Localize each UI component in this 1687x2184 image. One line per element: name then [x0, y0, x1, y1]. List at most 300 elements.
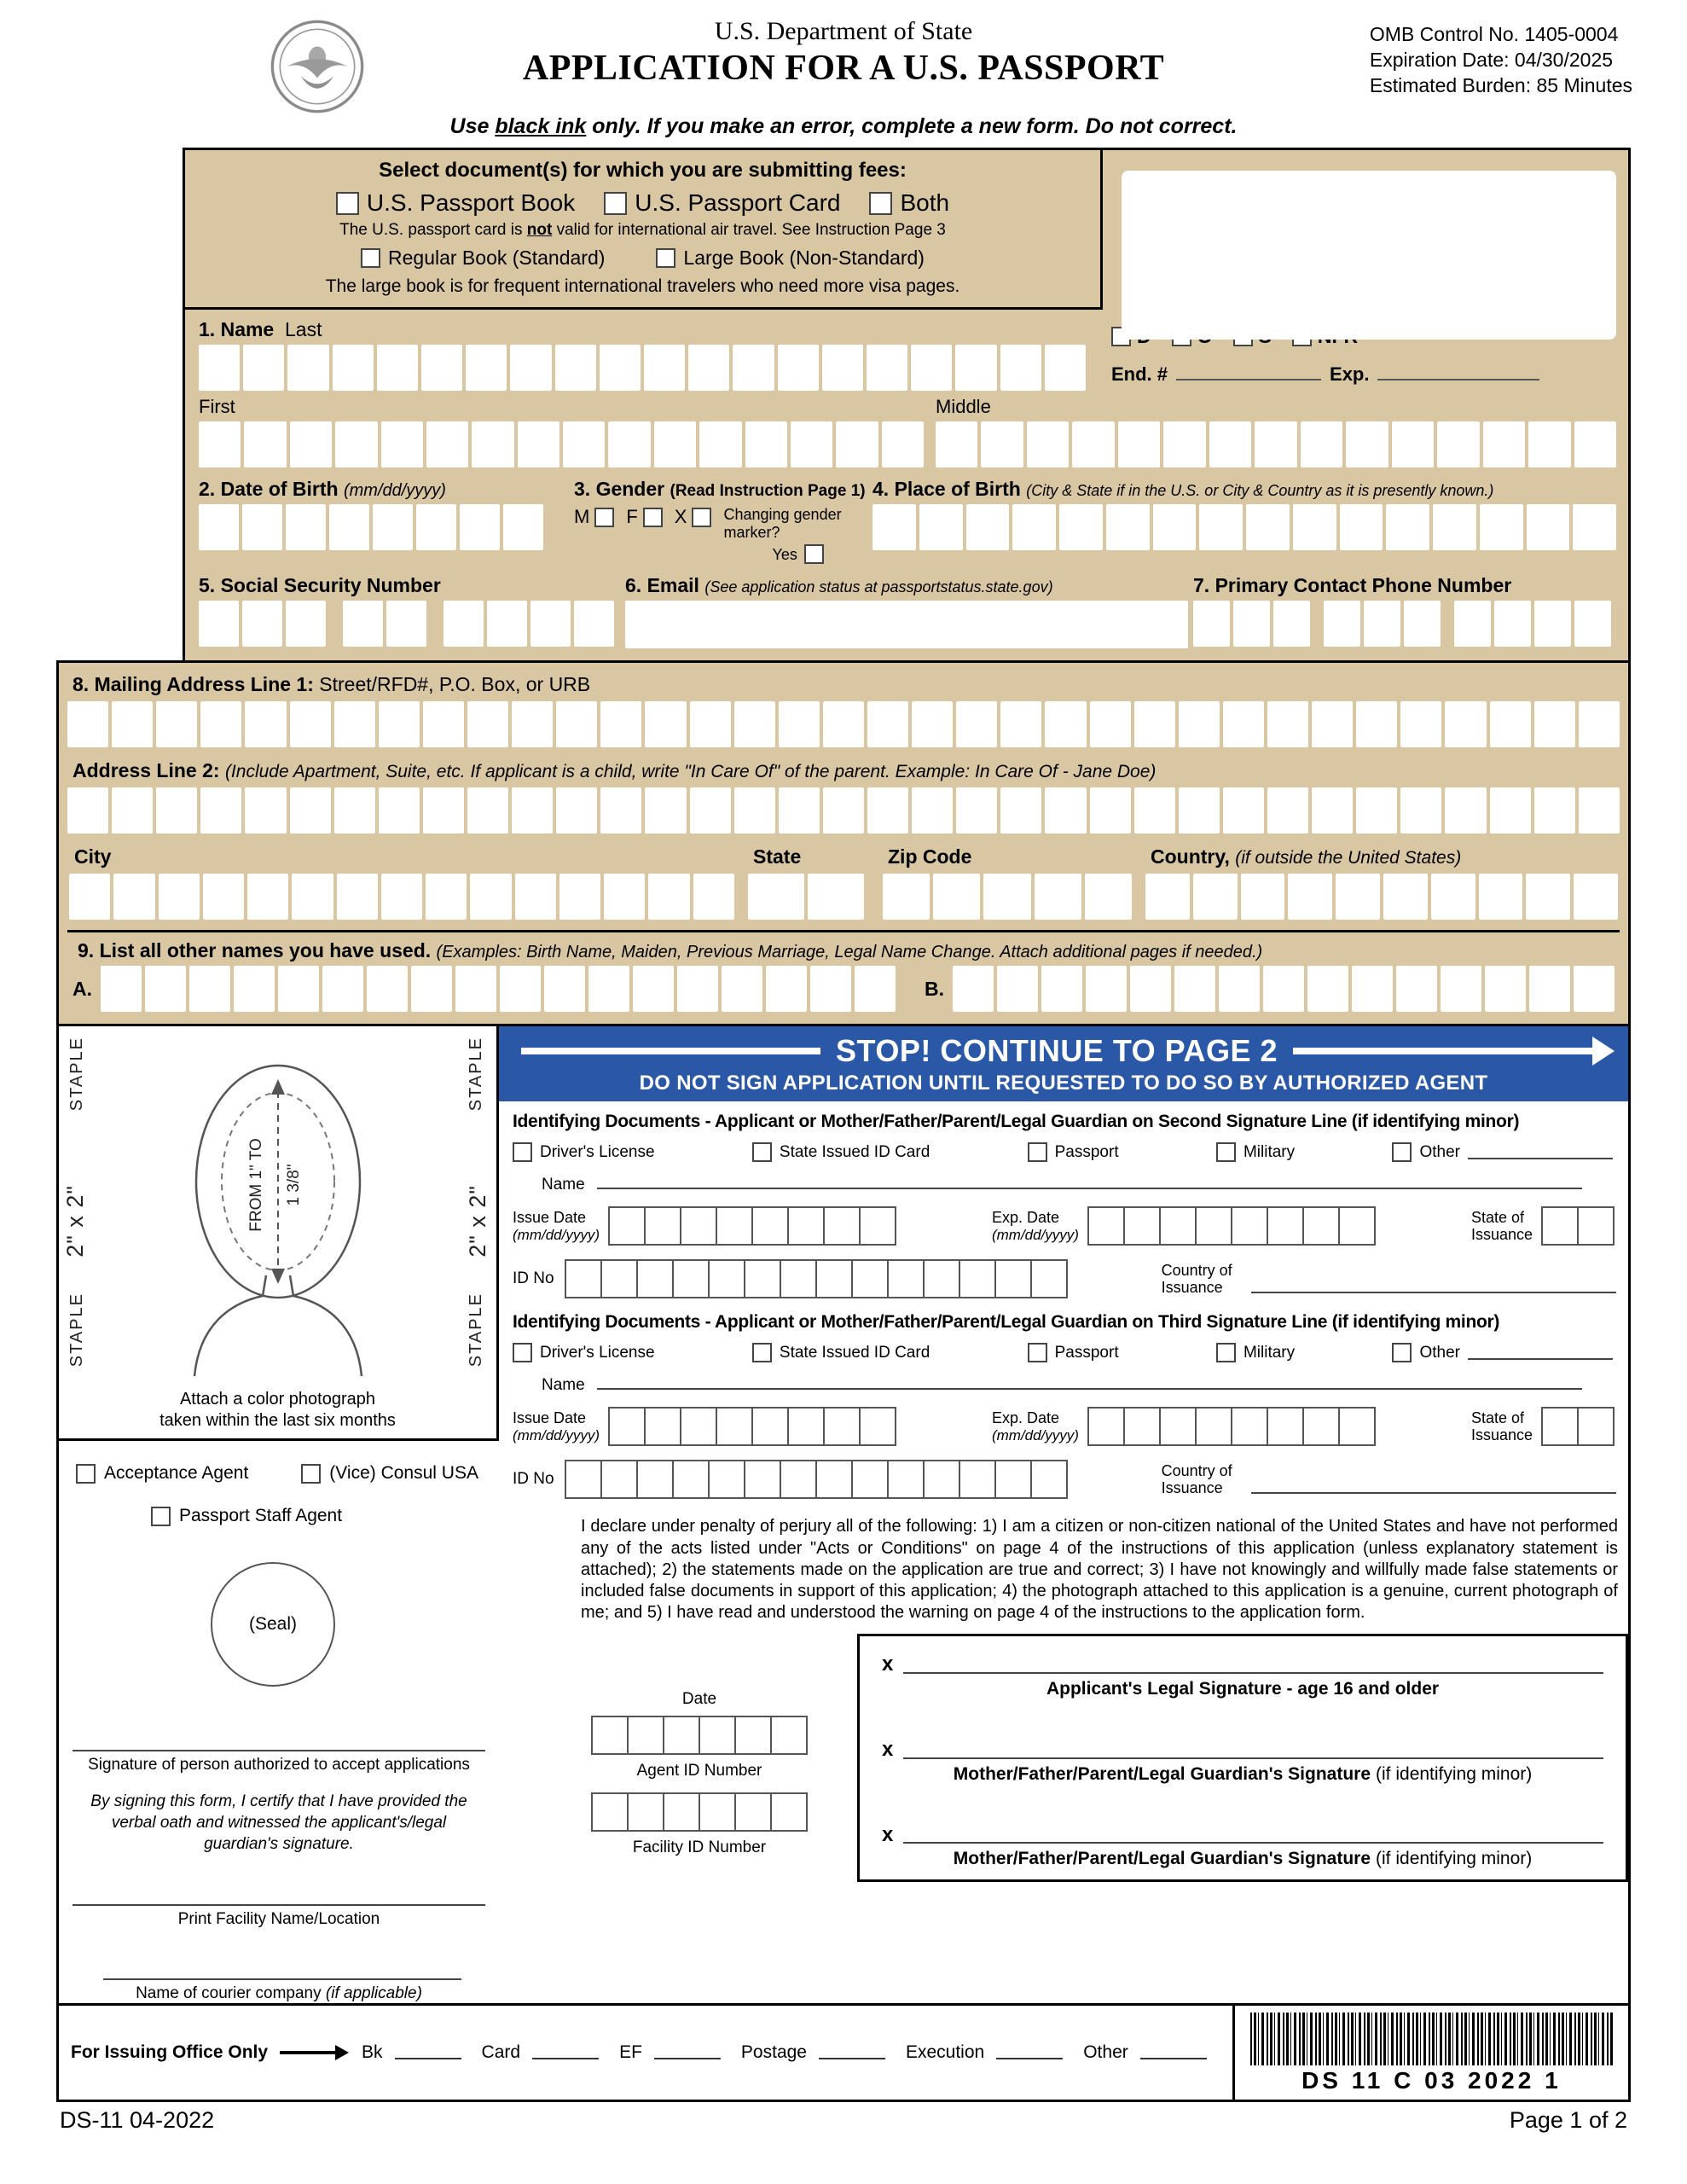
- char-box[interactable]: [1223, 701, 1264, 747]
- char-box[interactable]: [244, 421, 286, 468]
- char-box[interactable]: [565, 1460, 602, 1499]
- char-box[interactable]: [751, 1407, 789, 1446]
- char-box[interactable]: [688, 345, 729, 391]
- char-box[interactable]: [633, 966, 674, 1012]
- char-box[interactable]: [815, 1259, 853, 1298]
- char-box[interactable]: [1087, 1206, 1125, 1246]
- char-box[interactable]: [600, 345, 641, 391]
- office-use-box[interactable]: [1122, 171, 1616, 340]
- char-box[interactable]: [290, 421, 332, 468]
- char-box[interactable]: [487, 601, 527, 647]
- option-both[interactable]: [869, 189, 949, 217]
- char-box[interactable]: [234, 966, 275, 1012]
- char-box[interactable]: [1134, 787, 1175, 834]
- char-box[interactable]: [672, 1460, 710, 1499]
- char-box[interactable]: [556, 701, 597, 747]
- char-box[interactable]: [503, 504, 543, 550]
- char-box[interactable]: [555, 345, 596, 391]
- char-box[interactable]: [1030, 1259, 1068, 1298]
- acceptance-agent-checkbox[interactable]: [76, 1464, 96, 1484]
- acceptance-agent-option[interactable]: [76, 1463, 248, 1484]
- char-box[interactable]: [779, 787, 820, 834]
- char-box[interactable]: [286, 601, 326, 647]
- char-box[interactable]: [367, 966, 408, 1012]
- char-box[interactable]: [1312, 787, 1353, 834]
- char-box[interactable]: [1431, 874, 1475, 920]
- guardian-signature-line-1[interactable]: [903, 1757, 1603, 1759]
- char-box[interactable]: [748, 874, 804, 920]
- char-box[interactable]: [1479, 874, 1523, 920]
- char-box[interactable]: [959, 1460, 996, 1499]
- char-box[interactable]: [823, 1407, 861, 1446]
- char-box[interactable]: [912, 701, 953, 747]
- facility-name-line[interactable]: [72, 1904, 485, 1906]
- char-box[interactable]: [1293, 504, 1336, 550]
- char-box[interactable]: [604, 874, 645, 920]
- char-box[interactable]: [1386, 504, 1429, 550]
- char-box[interactable]: [744, 1259, 781, 1298]
- char-box[interactable]: [426, 874, 467, 920]
- staff-agent-checkbox[interactable]: [151, 1507, 171, 1526]
- char-box[interactable]: [145, 966, 186, 1012]
- char-box[interactable]: [1485, 966, 1526, 1012]
- char-box[interactable]: [1086, 966, 1127, 1012]
- char-box[interactable]: [1574, 874, 1618, 920]
- char-box[interactable]: [1087, 1407, 1125, 1446]
- passport-checkbox-2[interactable]: [1028, 1343, 1047, 1362]
- gender-x[interactable]: [675, 506, 712, 528]
- char-box[interactable]: [677, 966, 718, 1012]
- char-box[interactable]: [680, 1407, 717, 1446]
- char-box[interactable]: [1312, 701, 1353, 747]
- char-box[interactable]: [112, 787, 153, 834]
- char-box[interactable]: [466, 345, 507, 391]
- char-box[interactable]: [1000, 787, 1041, 834]
- gender-m[interactable]: [574, 506, 614, 528]
- char-box[interactable]: [600, 1460, 638, 1499]
- char-box[interactable]: [1579, 787, 1620, 834]
- char-box[interactable]: [329, 504, 369, 550]
- char-box[interactable]: [67, 701, 108, 747]
- char-box[interactable]: [1526, 874, 1570, 920]
- char-box[interactable]: [512, 701, 553, 747]
- char-box[interactable]: [1231, 1206, 1268, 1246]
- char-box[interactable]: [69, 874, 110, 920]
- courier-company-line[interactable]: [103, 1978, 461, 1980]
- char-box[interactable]: [556, 787, 597, 834]
- char-box[interactable]: [1223, 787, 1264, 834]
- char-box[interactable]: [467, 701, 508, 747]
- char-box[interactable]: [455, 966, 496, 1012]
- guardian-signature-line-2[interactable]: [903, 1842, 1603, 1844]
- char-box[interactable]: [1231, 1407, 1268, 1446]
- char-box[interactable]: [887, 1460, 925, 1499]
- char-box[interactable]: [808, 874, 864, 920]
- char-box[interactable]: [716, 1407, 753, 1446]
- gender-f[interactable]: [626, 506, 662, 528]
- char-box[interactable]: [243, 345, 284, 391]
- char-box[interactable]: [1106, 504, 1150, 550]
- char-box[interactable]: [290, 787, 331, 834]
- char-box[interactable]: [1574, 421, 1616, 468]
- char-box[interactable]: [199, 601, 239, 647]
- char-box[interactable]: [189, 966, 230, 1012]
- char-box[interactable]: [859, 1206, 896, 1246]
- char-box[interactable]: [334, 787, 375, 834]
- char-box[interactable]: [1307, 966, 1348, 1012]
- char-box[interactable]: [200, 701, 241, 747]
- char-box[interactable]: [1072, 421, 1114, 468]
- char-box[interactable]: [1346, 421, 1388, 468]
- char-box[interactable]: [654, 421, 696, 468]
- char-box[interactable]: [887, 1259, 925, 1298]
- char-box[interactable]: [1090, 787, 1131, 834]
- staff-agent-option[interactable]: [151, 1506, 342, 1526]
- char-box[interactable]: [708, 1460, 745, 1499]
- char-box[interactable]: [645, 701, 686, 747]
- char-box[interactable]: [200, 787, 241, 834]
- exp-line[interactable]: [1377, 363, 1539, 380]
- char-box[interactable]: [919, 504, 963, 550]
- char-box[interactable]: [1541, 1407, 1579, 1446]
- char-box[interactable]: [1324, 601, 1360, 647]
- char-box[interactable]: [112, 701, 153, 747]
- char-box[interactable]: [1352, 966, 1393, 1012]
- char-box[interactable]: [335, 421, 377, 468]
- option-regular-book[interactable]: [361, 247, 605, 270]
- char-box[interactable]: [1454, 601, 1491, 647]
- char-box[interactable]: [1030, 1460, 1068, 1499]
- char-box[interactable]: [600, 701, 641, 747]
- char-box[interactable]: [544, 966, 585, 1012]
- char-box[interactable]: [867, 345, 907, 391]
- char-box[interactable]: [663, 1716, 700, 1755]
- char-box[interactable]: [67, 787, 108, 834]
- char-box[interactable]: [156, 787, 197, 834]
- char-box[interactable]: [699, 1716, 736, 1755]
- char-box[interactable]: [608, 1206, 646, 1246]
- char-box[interactable]: [386, 601, 426, 647]
- char-box[interactable]: [822, 345, 863, 391]
- char-box[interactable]: [1118, 421, 1160, 468]
- char-box[interactable]: [199, 504, 239, 550]
- char-box[interactable]: [672, 1259, 710, 1298]
- char-box[interactable]: [530, 601, 571, 647]
- char-box[interactable]: [745, 421, 787, 468]
- drivers-license-option[interactable]: [513, 1142, 655, 1162]
- char-box[interactable]: [1045, 345, 1086, 391]
- char-box[interactable]: [421, 345, 462, 391]
- char-box[interactable]: [472, 421, 513, 468]
- gender-x-checkbox[interactable]: [692, 508, 711, 527]
- char-box[interactable]: [518, 421, 559, 468]
- char-box[interactable]: [1494, 601, 1531, 647]
- other-write-line[interactable]: [1468, 1146, 1613, 1159]
- char-box[interactable]: [1383, 874, 1428, 920]
- gender-f-checkbox[interactable]: [643, 508, 663, 527]
- char-box[interactable]: [591, 1792, 629, 1832]
- char-box[interactable]: [608, 1407, 646, 1446]
- char-box[interactable]: [1364, 601, 1400, 647]
- postage-write-line[interactable]: [819, 2046, 885, 2059]
- char-box[interactable]: [1035, 874, 1081, 920]
- char-box[interactable]: [1392, 421, 1434, 468]
- char-box[interactable]: [1573, 504, 1616, 550]
- char-box[interactable]: [994, 1259, 1032, 1298]
- char-box[interactable]: [1233, 601, 1270, 647]
- char-box[interactable]: [1267, 701, 1308, 747]
- char-box[interactable]: [1490, 701, 1531, 747]
- char-box[interactable]: [1288, 874, 1332, 920]
- char-box[interactable]: [1534, 601, 1571, 647]
- char-box[interactable]: [636, 1259, 674, 1298]
- other-checkbox[interactable]: [1392, 1142, 1412, 1162]
- char-box[interactable]: [1483, 421, 1525, 468]
- char-box[interactable]: [470, 874, 511, 920]
- char-box[interactable]: [872, 504, 916, 550]
- char-box[interactable]: [912, 787, 953, 834]
- char-box[interactable]: [867, 787, 908, 834]
- char-box[interactable]: [203, 874, 244, 920]
- char-box[interactable]: [810, 966, 851, 1012]
- char-box[interactable]: [1193, 601, 1230, 647]
- char-box[interactable]: [1219, 966, 1260, 1012]
- char-box[interactable]: [1123, 1206, 1161, 1246]
- char-box[interactable]: [1340, 504, 1383, 550]
- char-box[interactable]: [1267, 1206, 1304, 1246]
- large-book-checkbox[interactable]: [656, 248, 675, 268]
- char-box[interactable]: [716, 1206, 753, 1246]
- char-box[interactable]: [1179, 701, 1220, 747]
- regular-book-checkbox[interactable]: [361, 248, 380, 268]
- drivers-license-checkbox[interactable]: [513, 1142, 532, 1162]
- char-box[interactable]: [379, 787, 420, 834]
- char-box[interactable]: [1263, 966, 1304, 1012]
- state-id-option[interactable]: [752, 1142, 930, 1162]
- char-box[interactable]: [994, 1460, 1032, 1499]
- char-box[interactable]: [780, 1259, 817, 1298]
- char-box[interactable]: [199, 421, 241, 468]
- char-box[interactable]: [411, 966, 452, 1012]
- char-box[interactable]: [1574, 966, 1615, 1012]
- char-box[interactable]: [247, 874, 288, 920]
- other-option[interactable]: [1392, 1142, 1613, 1162]
- country-issuance-line-2[interactable]: [1251, 1492, 1616, 1494]
- char-box[interactable]: [734, 787, 775, 834]
- char-box[interactable]: [1195, 1407, 1232, 1446]
- char-box[interactable]: [997, 966, 1038, 1012]
- char-box[interactable]: [608, 421, 650, 468]
- char-box[interactable]: [1267, 787, 1308, 834]
- char-box[interactable]: [1541, 1206, 1579, 1246]
- char-box[interactable]: [1338, 1206, 1376, 1246]
- char-box[interactable]: [1534, 701, 1575, 747]
- char-box[interactable]: [1273, 601, 1310, 647]
- char-box[interactable]: [588, 966, 629, 1012]
- char-box[interactable]: [1199, 504, 1243, 550]
- gender-m-checkbox[interactable]: [594, 508, 614, 527]
- char-box[interactable]: [883, 874, 930, 920]
- char-box[interactable]: [1437, 421, 1479, 468]
- char-box[interactable]: [1441, 966, 1481, 1012]
- char-box[interactable]: [460, 504, 500, 550]
- char-box[interactable]: [1000, 345, 1041, 391]
- char-box[interactable]: [1130, 966, 1171, 1012]
- char-box[interactable]: [1336, 874, 1380, 920]
- char-box[interactable]: [645, 787, 686, 834]
- char-box[interactable]: [1041, 966, 1082, 1012]
- char-box[interactable]: [1445, 787, 1486, 834]
- char-box[interactable]: [851, 1259, 889, 1298]
- char-box[interactable]: [559, 874, 600, 920]
- passport-checkbox[interactable]: [1028, 1142, 1047, 1162]
- other-option-2[interactable]: [1392, 1343, 1613, 1362]
- char-box[interactable]: [644, 1206, 681, 1246]
- char-box[interactable]: [1159, 1407, 1197, 1446]
- card-write-line[interactable]: [532, 2046, 599, 2059]
- char-box[interactable]: [600, 1259, 638, 1298]
- char-box[interactable]: [159, 874, 200, 920]
- char-box[interactable]: [933, 874, 980, 920]
- char-box[interactable]: [627, 1792, 664, 1832]
- applicant-signature-line[interactable]: [903, 1672, 1603, 1674]
- char-box[interactable]: [1012, 504, 1056, 550]
- char-box[interactable]: [778, 345, 819, 391]
- char-box[interactable]: [565, 1259, 602, 1298]
- char-box[interactable]: [1134, 701, 1175, 747]
- execution-write-line[interactable]: [996, 2046, 1063, 2059]
- char-box[interactable]: [744, 1460, 781, 1499]
- char-box[interactable]: [373, 504, 413, 550]
- char-box[interactable]: [644, 1407, 681, 1446]
- char-box[interactable]: [1400, 701, 1441, 747]
- drivers-license-checkbox-2[interactable]: [513, 1343, 532, 1362]
- passport-option-2[interactable]: [1028, 1343, 1119, 1362]
- char-box[interactable]: [1193, 874, 1238, 920]
- both-checkbox[interactable]: [869, 192, 892, 215]
- state-id-checkbox-2[interactable]: [752, 1343, 772, 1362]
- char-box[interactable]: [708, 1259, 745, 1298]
- char-box[interactable]: [278, 966, 319, 1012]
- char-box[interactable]: [734, 1716, 772, 1755]
- state-id-checkbox[interactable]: [752, 1142, 772, 1162]
- char-box[interactable]: [770, 1792, 808, 1832]
- char-box[interactable]: [867, 701, 908, 747]
- char-box[interactable]: [1045, 787, 1086, 834]
- other-checkbox-2[interactable]: [1392, 1343, 1412, 1362]
- char-box[interactable]: [245, 701, 286, 747]
- char-box[interactable]: [780, 1460, 817, 1499]
- char-box[interactable]: [1528, 421, 1570, 468]
- char-box[interactable]: [591, 1716, 629, 1755]
- char-box[interactable]: [510, 345, 551, 391]
- char-box[interactable]: [1145, 874, 1190, 920]
- char-box[interactable]: [423, 787, 464, 834]
- char-box[interactable]: [423, 701, 464, 747]
- char-box[interactable]: [836, 421, 878, 468]
- char-box[interactable]: [1433, 504, 1476, 550]
- char-box[interactable]: [956, 701, 997, 747]
- char-box[interactable]: [859, 1407, 896, 1446]
- char-box[interactable]: [377, 345, 418, 391]
- char-box[interactable]: [1302, 1206, 1340, 1246]
- char-box[interactable]: [334, 701, 375, 747]
- other-write-line-foot[interactable]: [1140, 2046, 1207, 2059]
- char-box[interactable]: [1534, 787, 1575, 834]
- char-box[interactable]: [823, 787, 864, 834]
- char-box[interactable]: [113, 874, 154, 920]
- char-box[interactable]: [1159, 1206, 1197, 1246]
- char-box[interactable]: [515, 874, 556, 920]
- char-box[interactable]: [734, 1792, 772, 1832]
- char-box[interactable]: [733, 345, 774, 391]
- char-box[interactable]: [416, 504, 456, 550]
- char-box[interactable]: [1396, 966, 1437, 1012]
- military-option[interactable]: [1216, 1142, 1295, 1162]
- char-box[interactable]: [242, 504, 282, 550]
- char-box[interactable]: [1574, 601, 1611, 647]
- char-box[interactable]: [287, 345, 328, 391]
- char-box[interactable]: [770, 1716, 808, 1755]
- char-box[interactable]: [680, 1206, 717, 1246]
- char-box[interactable]: [636, 1460, 674, 1499]
- char-box[interactable]: [1356, 787, 1397, 834]
- char-box[interactable]: [101, 966, 142, 1012]
- char-box[interactable]: [923, 1460, 960, 1499]
- char-box[interactable]: [823, 701, 864, 747]
- passport-card-checkbox[interactable]: [604, 192, 627, 215]
- char-box[interactable]: [699, 421, 741, 468]
- char-box[interactable]: [467, 787, 508, 834]
- bk-write-line[interactable]: [395, 2046, 461, 2059]
- char-box[interactable]: [500, 966, 541, 1012]
- char-box[interactable]: [787, 1206, 825, 1246]
- char-box[interactable]: [911, 345, 952, 391]
- state-id-option-2[interactable]: [752, 1343, 930, 1362]
- char-box[interactable]: [1163, 421, 1205, 468]
- email-input-box[interactable]: [625, 601, 1188, 648]
- gender-change-yes-checkbox[interactable]: [804, 544, 824, 564]
- char-box[interactable]: [693, 874, 734, 920]
- char-box[interactable]: [563, 421, 605, 468]
- passport-option[interactable]: [1028, 1142, 1119, 1162]
- char-box[interactable]: [1400, 787, 1441, 834]
- char-box[interactable]: [1027, 421, 1069, 468]
- char-box[interactable]: [333, 345, 374, 391]
- char-box[interactable]: [751, 1206, 789, 1246]
- char-box[interactable]: [936, 421, 977, 468]
- char-box[interactable]: [1490, 787, 1531, 834]
- char-box[interactable]: [627, 1716, 664, 1755]
- char-box[interactable]: [1209, 421, 1251, 468]
- char-box[interactable]: [1577, 1206, 1615, 1246]
- char-box[interactable]: [1302, 1407, 1340, 1446]
- char-box[interactable]: [343, 601, 383, 647]
- option-passport-book[interactable]: [336, 189, 575, 217]
- char-box[interactable]: [286, 504, 326, 550]
- char-box[interactable]: [956, 787, 997, 834]
- char-box[interactable]: [1301, 421, 1342, 468]
- char-box[interactable]: [290, 701, 331, 747]
- char-box[interactable]: [1123, 1407, 1161, 1446]
- char-box[interactable]: [766, 966, 807, 1012]
- char-box[interactable]: [882, 421, 924, 468]
- char-box[interactable]: [923, 1259, 960, 1298]
- country-issuance-line[interactable]: [1251, 1292, 1616, 1293]
- id-doc-name-line-2[interactable]: [597, 1388, 1582, 1390]
- char-box[interactable]: [699, 1792, 736, 1832]
- char-box[interactable]: [1577, 1407, 1615, 1446]
